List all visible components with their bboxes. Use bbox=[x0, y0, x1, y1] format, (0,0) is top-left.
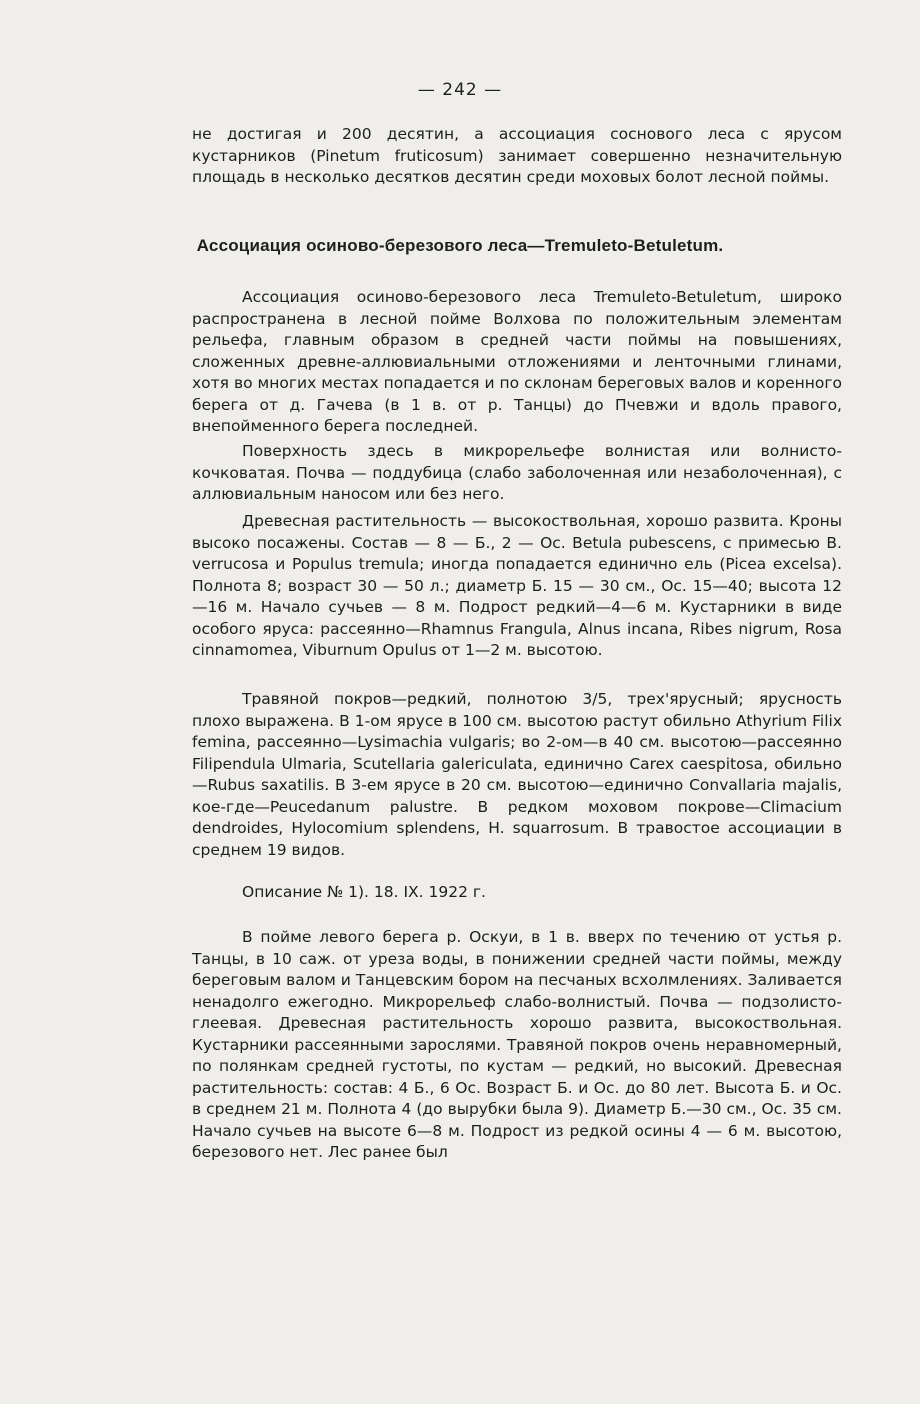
section-heading: Ассоциация осиново-березового леса—Tremuleto-Betuletum. bbox=[196, 236, 724, 255]
paragraph-trees: Древесная растительность — высокоствольная, хорошо развита. Кроны высоко посажены. Состав — 8 — Б., 2 — Ос. Betula pubescens, с примесью B. verrucosa и Populus tremula; иногда попадается единично ель (Picea excelsa). Полнота 8; возраст 30 — 50 л.; диаметр Б. 15 — 30 см., Ос. 15—40; высота 12—16 м. Начало сучьев — 8 м. Подрост редкий—4—6 м. Кустарники в виде особого яруса: рассеянно—Rhamnus Frangula, Alnus incana, Ribes nigrum, Rosa cinnamomea, Viburnum Opulus от 1—2 м. высотою. bbox=[192, 512, 842, 659]
paragraph-description: В пойме левого берега р. Оскуи, в 1 в. вверх по течению от устья р. Танцы, в 10 саж. от уреза воды, в понижении средней части поймы, между береговым валом и Танцевским бором на песчаных всхолмлениях. Заливается ненадолго ежегодно. Микрорельеф слабо-волнистый. Почва — подзолисто-глеевая. Древесная растительность хорошо развита, высокоствольная. Кустарники рассеянными зарослями. Травяной покров очень неравномерный, по полянкам средней густоты, по кустам — редкий, но высокий. Древесная растительность: состав: 4 Б., 6 Ос. Возраст Б. и Ос. до 80 лет. Высота Б. и Ос. в среднем 21 м. Полнота 4 (до вырубки была 9). Диаметр Б.—30 см., Ос. 35 см. Начало сучьев на высоте 6—8 м. Подрост из редкой осины 4 — 6 м. высотою, березового нет. Лес ранее был bbox=[192, 928, 842, 1161]
description-title: Описание № 1). 18. IX. 1922 г. bbox=[242, 883, 486, 901]
paragraph-continuation: не достигая и 200 десятин, а ассоциация соснового леса с ярусом кустарников (Pinetum fruticosum) занимает совершенно незначительную площадь в несколько десятков десятин среди моховых болот лесной поймы. bbox=[192, 125, 842, 186]
page-number: — 242 — bbox=[417, 80, 503, 100]
paragraph-surface: Поверхность здесь в микрорельефе волнистая или волнисто-кочковатая. Почва — поддубица (слабо заболоченная или незаболоченная), с аллювиальным наносом или без него. bbox=[192, 442, 842, 503]
paragraph-grass-cover: Травяной покров—редкий, полнотою 3/5, трех'ярусный; ярусность плохо выражена. В 1-ом ярусе в 100 см. высотою растут обильно Athyrium Filix femina, рассеянно—Lysimachia vulgaris; во 2-ом—в 40 см. высотою—рассеянно Filipendula Ulmaria, Scutellaria galericulata, единично Carex caespitosa, обильно—Rubus saxatilis. В 3-ем ярусе в 20 см. высотою—единично Convallaria majalis, кое-где—Peucedanum palustre. В редком моховом покрове—Climacium dendroides, Hylocomium splendens, H. squarrosum. В травостое ассоциации в среднем 19 видов. bbox=[192, 690, 842, 859]
paragraph-association: Ассоциация осиново-березового леса Tremuleto-Betuletum, широко распространена в лесной пойме Волхова по положительным элементам рельефа, главным образом в средней части поймы на повышениях, сложенных древне-аллювиальными отложениями и ленточными глинами, хотя во многих местах попадается и по склонам береговых валов и коренного берега от д. Гачева (в 1 в. от р. Танцы) до Пчевжи и вдоль правого, внепойменного берега последней. bbox=[192, 288, 842, 435]
